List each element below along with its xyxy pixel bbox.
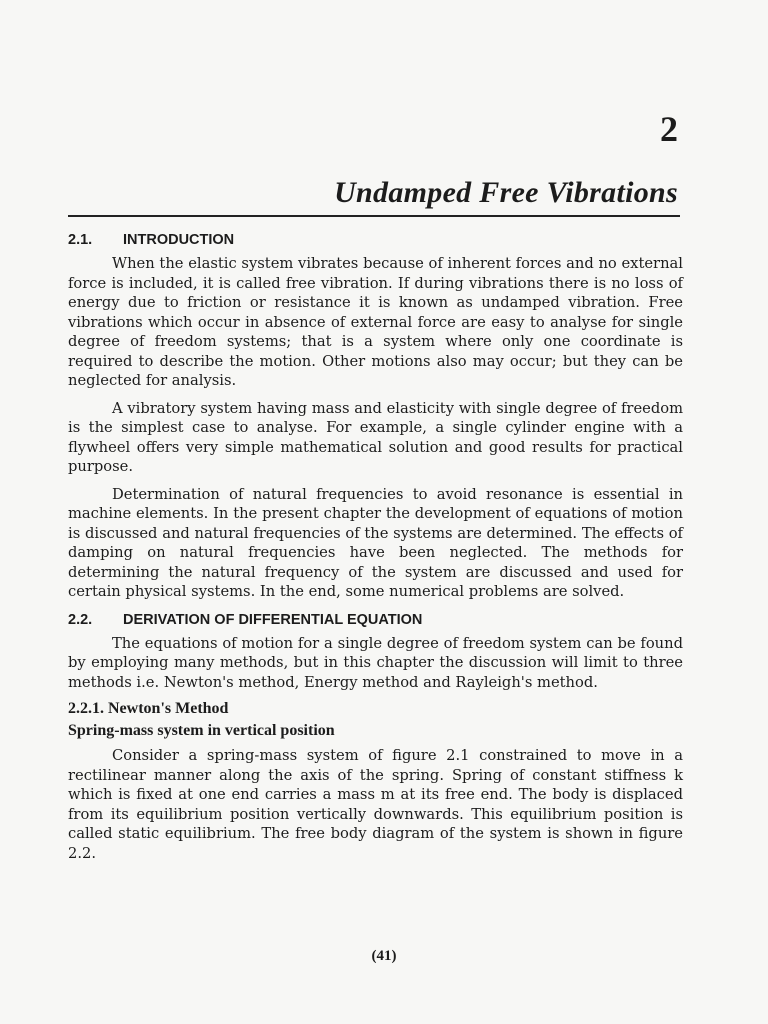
section-title: DERIVATION OF DIFFERENTIAL EQUATION [123,611,423,628]
section-title: INTRODUCTION [123,232,235,248]
paragraph: A vibratory system having mass and elasticity with single degree of freedom is the simplest case to analyse. For example, a single cylinder engine with a flywheel offers very simple mathematical solution and good results for practical purpose. [68,399,683,475]
subsection-heading: 2.2.1. Newton's Method [68,700,229,717]
page-number: (41) [371,948,397,964]
title-rule [68,215,680,217]
section-heading-introduction [68,232,683,248]
chapter-number: 2 [660,109,678,149]
section-number: 2.2. [68,611,93,628]
chapter-title: Undamped Free Vibrations [334,176,678,209]
section-number: 2.1. [68,232,93,248]
paragraph: The equations of motion for a single degree of freedom system can be found by employing many methods, but in this chapter the discussion will limit to three methods i.e. Newton's method, Energy method and Rayleigh's method. [68,634,683,691]
page-body [68,232,683,871]
paragraph: When the elastic system vibrates because of inherent forces and no external force is included, it is called free vibration. If during vibrations there is no loss of energy due to friction or resistance it is known as undamped vibration. Free vibrations which occur in absence of external force are easy to analyse for single degree of freedom systems; that is a system where only one coordinate is required to describe the motion. Other motions also may occur; but they can be neglected for analysis. [68,255,683,389]
subsection-subheading: Spring-mass system in vertical position [68,722,335,739]
section-heading-derivation [68,612,683,628]
paragraph: Determination of natural frequencies to avoid resonance is essential in machine elements. In the present chapter the development of equations of motion is discussed and natural frequencies of the systems are determined. The effects of damping on natural frequencies have been neglected. The methods for determining the natural frequency of the system are discussed and used for certain physical systems. In the end, some numerical problems are solved. [68,485,683,600]
paragraph: Consider a spring-mass system of figure 2.1 constrained to move in a rectilinear manner along the axis of the spring. Spring of constant stiffness k which is fixed at one end carries a mass m at its free end. The body is displaced from its equilibrium position vertically downwards. This equilibrium position is called static equilibrium. The free body diagram of the system is shown in figure 2.2. [68,747,683,862]
